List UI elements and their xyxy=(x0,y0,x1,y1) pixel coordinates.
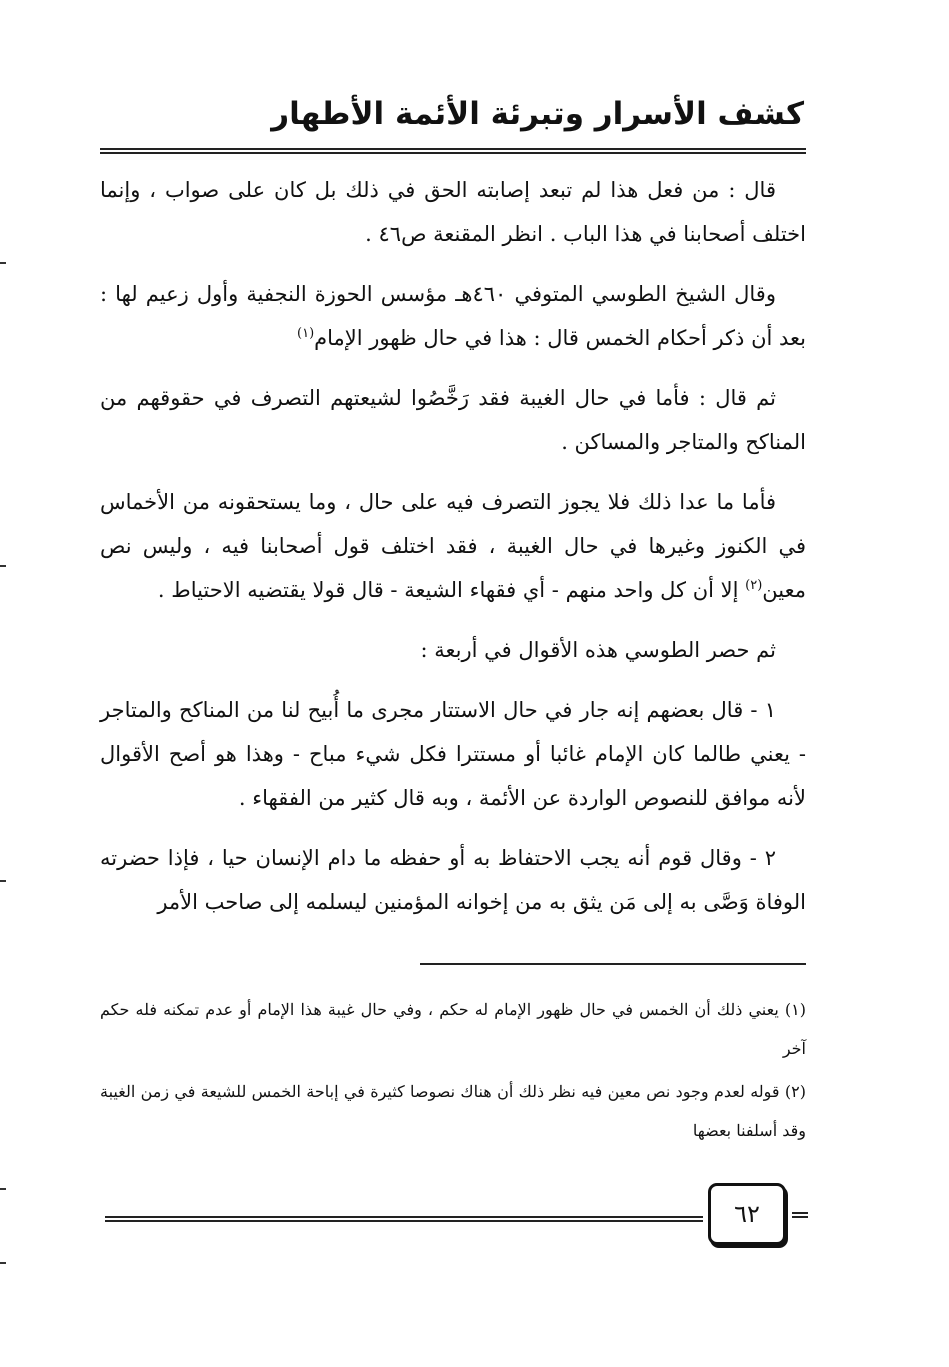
scan-edge-mark xyxy=(0,1262,6,1264)
footnote-2: (٢) قوله لعدم وجود نص معين فيه نظر ذلك أن هناك نصوصا كثيرة في إباحة الخمس للشيعة في زمن الغيبة وقد أسلفنا بعضها xyxy=(100,1082,806,1140)
footnote-separator xyxy=(420,963,806,965)
footer-rule-right xyxy=(792,1212,808,1218)
scan-edge-mark xyxy=(0,880,6,882)
footnote-ref-1: (١) xyxy=(297,326,315,341)
scan-edge-mark xyxy=(0,565,6,567)
header-rule xyxy=(100,148,806,154)
paragraph-4 xyxy=(100,480,806,612)
footnote-ref-2: (٢) xyxy=(745,578,763,593)
scan-edge-mark xyxy=(0,1188,6,1190)
paragraph-6: ١ - قال بعضهم إنه جار في حال الاستتار مجرى ما أُبيح لنا من المناكح والمتاجر - يعني طالما كان الإمام غائبا أو مستترا فكل شيء مباح - وهذا هو أصح الأقوال لأنه موافق للنصوص الواردة عن الأئمة ، وبه قال كثير من الفقهاء . xyxy=(100,698,806,810)
paragraph-2-text: وقال الشيخ الطوسي المتوفي ٤٦٠هـ مؤسس الحوزة النجفية وأول زعيم لها : بعد أن ذكر أحكام الخمس قال : هذا في حال ظهور الإمام xyxy=(100,282,806,350)
paragraph-2 xyxy=(100,272,806,360)
paragraph-3: ثم قال : فأما في حال الغيبة فقد رَخَّصُوا لشيعتهم التصرف في حقوقهم من المناكح والمتاجر والمساكن . xyxy=(100,386,806,454)
page-number-box xyxy=(708,1183,786,1245)
paragraph-7: ٢ - وقال قوم أنه يجب الاحتفاظ به أو حفظه ما دام الإنسان حيا ، فإذا حضرته الوفاة وَصَّى به إلى مَن يثق به من إخوانه المؤمنين ليسلمه إلى صاحب الأمر xyxy=(100,846,806,914)
footer-rule-left xyxy=(105,1216,703,1222)
footnote-1: (١) يعني ذلك أن الخمس في حال ظهور الإمام له حكم ، وفي حال غيبة هذا الإمام أو عدم تمكنه فله حكم آخر xyxy=(100,1000,806,1058)
paragraph-5: ثم حصر الطوسي هذه الأقوال في أربعة : xyxy=(420,638,776,662)
body-text xyxy=(100,168,806,940)
paragraph-4-text: فأما ما عدا ذلك فلا يجوز التصرف فيه على حال ، وما يستحقونه من الأخماس في الكنوز وغيرها في حال الغيبة ، فقد اختلف قول أصحابنا فيه ، وليس نص معين xyxy=(100,490,806,602)
page-number: ٦٢ xyxy=(734,1200,760,1228)
scan-edge-mark xyxy=(0,262,6,264)
paragraph-4-tail: إلا أن كل واحد منهم - أي فقهاء الشيعة - قال قولا يقتضيه الاحتياط . xyxy=(157,578,739,602)
running-title: كشف الأسرار وتبرئة الأئمة الأطهار xyxy=(271,96,804,132)
paragraph-1: قال : من فعل هذا لم تبعد إصابته الحق في ذلك بل كان على صواب ، وإنما اختلف أصحابنا في هذا الباب . انظر المقنعة ص٤٦ . xyxy=(100,178,806,246)
footnotes xyxy=(100,990,806,1154)
